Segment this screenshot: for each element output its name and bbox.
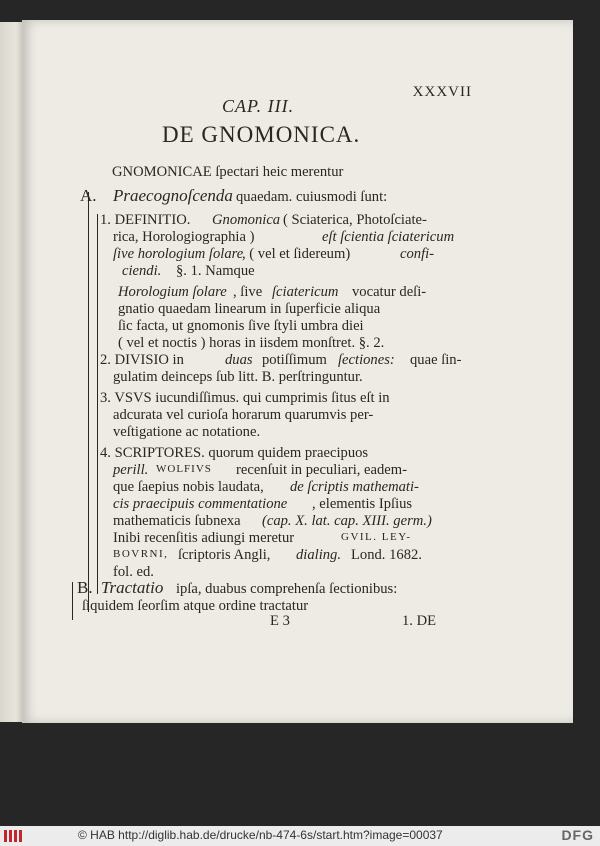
- signature-mark: E 3: [270, 613, 290, 629]
- text-line: , ſive: [233, 284, 263, 300]
- text-line: ſic facta, ut gnomonis ſive ſtyli umbra diei: [118, 318, 364, 334]
- page-number: XXXVII: [412, 84, 472, 100]
- text-line: 1. DEFINITIO.: [100, 212, 191, 228]
- text-line: adcurata vel curioſa horarum quarumvis per-: [113, 407, 374, 423]
- text-line: veſtigatione ac notatione.: [113, 424, 261, 440]
- text-line: GVIL. LEY-: [341, 531, 412, 543]
- text-line: Gnomonica: [212, 212, 281, 228]
- bracket-sub: [97, 214, 98, 594]
- text-line: confi-: [400, 246, 435, 262]
- text-line: eſt ſcientia ſciatericum: [322, 229, 455, 245]
- text-line: rica, Horologiographia ): [113, 229, 255, 245]
- text-line: Tractatio: [101, 578, 164, 597]
- text-line: dialing.: [296, 547, 341, 563]
- text-line: perill.: [113, 462, 149, 478]
- text-line: ( Sciaterica, Photoſciate-: [283, 212, 427, 228]
- text-line: ipſa, duabus comprehenſa ſectionibus:: [176, 581, 398, 597]
- text-line: de ſcriptis mathemati-: [290, 479, 419, 495]
- text-line: duas: [225, 352, 253, 368]
- text-line: potiſſimum: [262, 352, 327, 368]
- text-line: cis praecipuis commentatione: [113, 496, 288, 512]
- dfg-logo: DFG: [561, 827, 594, 843]
- text-line: GNOMONICAE ſpectari heic merentur: [112, 164, 344, 180]
- bracket-b: [72, 582, 73, 620]
- text-line: gnatio quaedam linearum in ſuperficie aliqua: [118, 301, 381, 317]
- text-line: ſcriptoris Angli,: [178, 547, 271, 563]
- text-line: BOVRNI,: [113, 548, 169, 560]
- text-line: ſive horologium ſolare: [113, 246, 244, 262]
- text-line: 4. SCRIPTORES. quorum quidem praecipuos: [100, 445, 369, 461]
- text-line: ſciatericum: [272, 284, 339, 300]
- text-line: quaedam. cuiusmodi ſunt:: [236, 189, 388, 205]
- text-line: Lond. 1682.: [351, 547, 422, 563]
- bracket-a: [88, 192, 89, 612]
- text-line: gulatim deinceps ſub litt. B. perſtringuntur.: [113, 369, 363, 385]
- source-url[interactable]: © HAB http://diglib.hab.de/drucke/nb-474-6s/start.htm?image=00037: [78, 828, 443, 842]
- viewer-footer: [0, 826, 600, 846]
- text-line: 2. DIVISIO in: [100, 352, 184, 368]
- chapter-heading: CAP. III.: [222, 96, 295, 116]
- chapter-title: DE GNOMONICA.: [162, 122, 361, 147]
- section-letter-b: B.: [77, 578, 93, 597]
- text-line: quae ſin-: [410, 352, 462, 368]
- text-line: ( vel et noctis ) horas in iisdem monſtret. §. 2.: [118, 335, 385, 351]
- text-line: ciendi.: [122, 263, 162, 279]
- text-line: Inibi recenſitis adiungi meretur: [113, 530, 295, 546]
- catchword: 1. DE: [402, 613, 437, 629]
- text-line: ſiquidem ſeorſim atque ordine tractatur: [82, 598, 309, 614]
- text-line: (cap. X. lat. cap. XIII. germ.): [262, 513, 432, 529]
- text-line: recenſuit in peculiari, eadem-: [236, 462, 407, 478]
- text-line: , elementis Ipſius: [312, 496, 413, 512]
- text-line: mathematicis ſubnexa: [113, 513, 241, 529]
- text-line: Praecognoſcenda: [113, 186, 233, 205]
- text-line: vocatur deſi-: [352, 284, 427, 300]
- text-line: WOLFIVS: [156, 463, 212, 475]
- hab-logo-icon: [4, 830, 26, 842]
- section-letter-a: A.: [80, 186, 97, 205]
- text-line: ſectiones:: [338, 352, 395, 368]
- text-line: Horologium ſolare: [118, 284, 227, 300]
- text-line: 3. VSVS iucundiſſimus. qui cumprimis ſitus eſt in: [100, 390, 390, 406]
- text-line: que ſaepius nobis laudata,: [113, 479, 264, 495]
- text-line: §. 1. Namque: [176, 263, 255, 279]
- text-line: fol. ed.: [113, 564, 154, 580]
- text-line: , ( vel et ſidereum): [242, 246, 351, 262]
